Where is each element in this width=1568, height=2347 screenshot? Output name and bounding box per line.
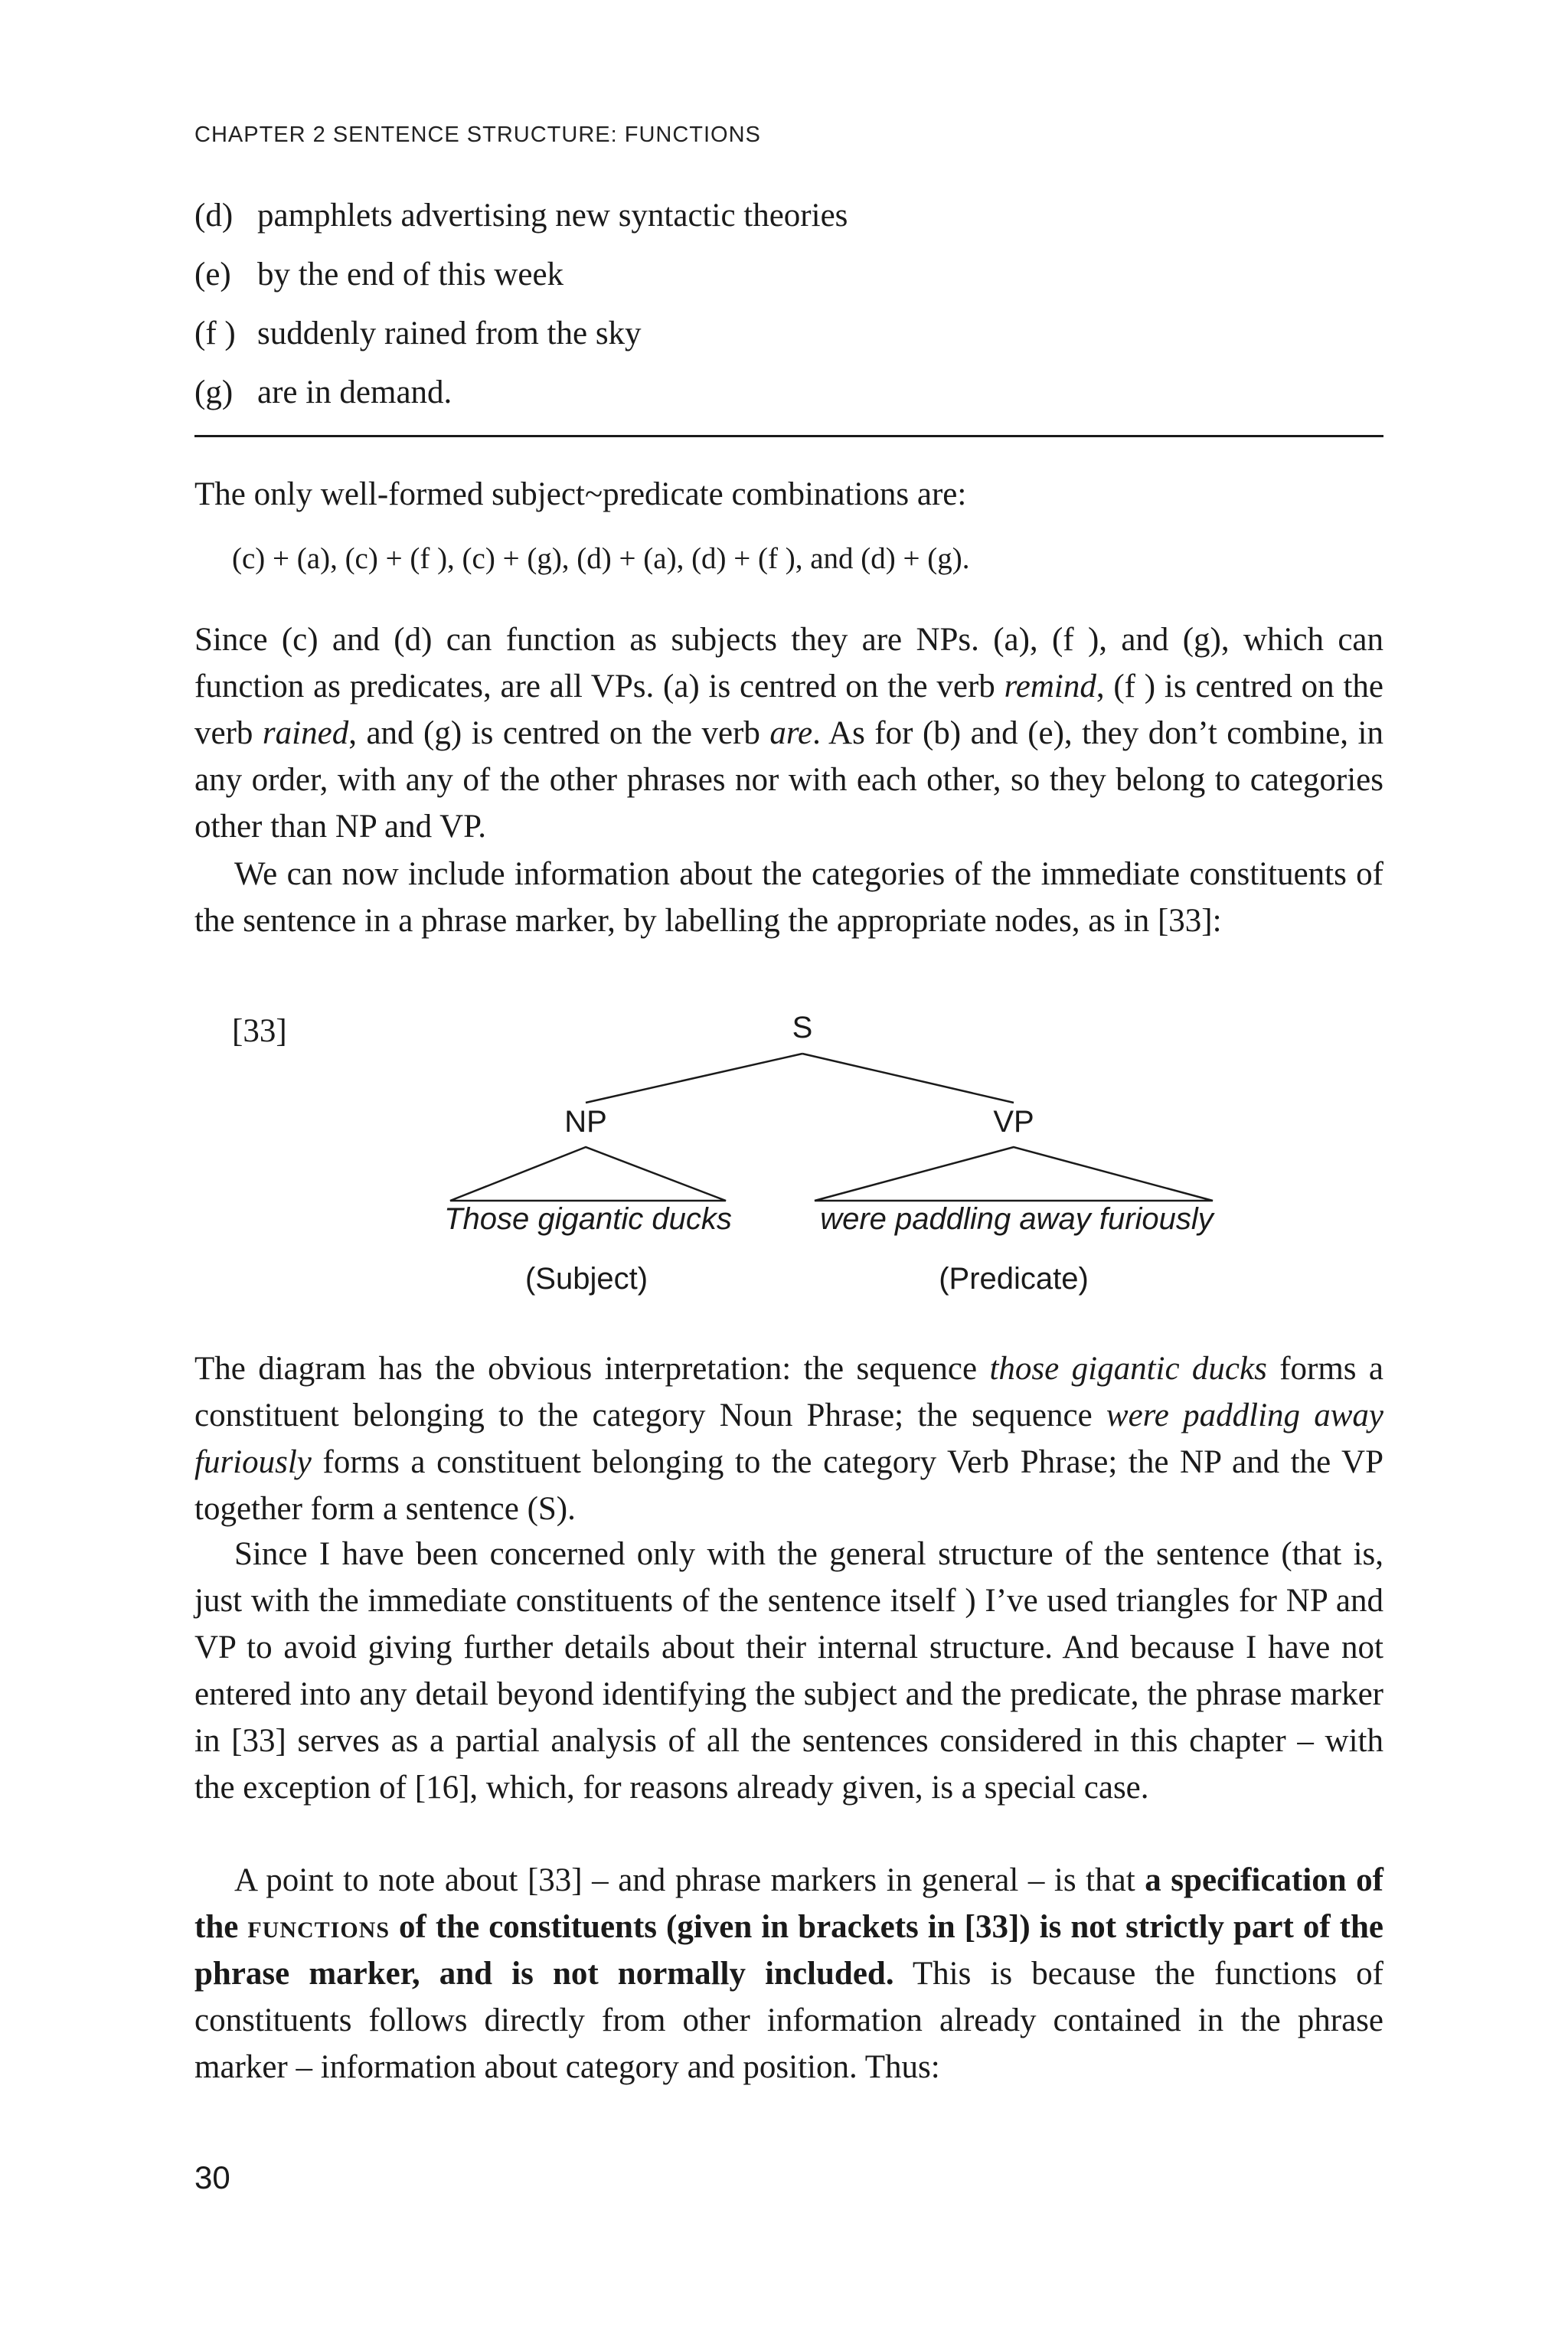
running-head: CHAPTER 2 SENTENCE STRUCTURE: FUNCTIONS <box>194 123 761 147</box>
np-triangle <box>450 1147 726 1201</box>
predicate-function-label: (Predicate) <box>939 1262 1089 1296</box>
combinations-line: (c) + (a), (c) + (f ), (c) + (g), (d) + (a), (d) + (f ), and (d) + (g). <box>232 542 970 575</box>
item-text: are in demand. <box>257 374 452 410</box>
paragraph-triangles: Since I have been concerned only with the general structure of the sentence (that is, just with the immediate constituents of the sentence itself ) I’ve used triangles for NP and VP to avoid giving further details about their internal structure. And because I have not entered into any detail beyond identifying the subject and the predicate, the phrase marker in [33] serves as a partial analysis of all the sentences considered in this chapter – with the exception of [16], which, for reasons already given, is a special case. <box>194 1536 1383 1806</box>
node-s: S <box>792 1011 813 1044</box>
exercise-item-d <box>194 193 1381 252</box>
node-vp: VP <box>993 1105 1034 1139</box>
vp-terminal-text: were paddling away furiously <box>820 1202 1214 1236</box>
vp-triangle <box>815 1147 1213 1201</box>
paragraph-phrase-marker: We can now include information about the categories of the immediate constituents of the sentence in a phrase marker, by labelling the appropriate nodes, as in [33]: <box>194 856 1383 939</box>
paragraph-interpretation: The diagram has the obvious interpretation: the sequence those gigantic ducks forms a constituent belonging to the category Noun Phrase; the sequence were paddling away furiously forms a constituent belonging to the category Verb Phrase; the NP and the VP together form a sentence (S). <box>194 1351 1384 1527</box>
item-text: suddenly rained from the sky <box>257 315 642 351</box>
node-np: NP <box>564 1105 607 1139</box>
item-label: (f ) <box>194 315 236 351</box>
divider-rule <box>194 435 1383 437</box>
item-text: pamphlets advertising new syntactic theories <box>257 198 848 234</box>
branch-s-np <box>586 1054 802 1103</box>
item-text: by the end of this week <box>257 257 564 293</box>
exercise-item-f <box>194 311 1381 370</box>
paragraph-functions: A point to note about [33] – and phrase markers in general – is that a specification of the functions of the constituents (given in brackets in [33]) is not strictly part of the phrase marker, and is not normally included. This is because the functions of constituents follows directly from other information already contained in the phrase marker – information about category and position. Thus: <box>194 1862 1383 2085</box>
branch-s-vp <box>802 1054 1014 1103</box>
item-label: (g) <box>194 374 234 410</box>
np-terminal-text: Those gigantic ducks <box>444 1202 732 1236</box>
exercise-item-e <box>194 252 1381 311</box>
page-number: 30 <box>194 2159 230 2195</box>
item-label: (e) <box>194 257 231 293</box>
paragraph-categories: Since (c) and (d) can function as subjects they are NPs. (a), (f ), and (g), which can function as predicates, are all VPs. (a) is centred on the verb remind, (f ) is centred on the verb rained, and (g) is centred on the verb are. As for (b) and (e), they don’t combine, in any order, with any of the other phrases nor with each other, so they belong to categories other than NP and VP. <box>194 622 1383 845</box>
subject-function-label: (Subject) <box>524 1262 648 1296</box>
example-label: [33] <box>232 1013 287 1049</box>
exercise-item-g <box>194 370 1381 429</box>
intro-paragraph: The only well-formed subject~predicate combinations are: <box>194 476 967 512</box>
exercise-list <box>194 193 1381 429</box>
item-label: (d) <box>194 198 234 234</box>
